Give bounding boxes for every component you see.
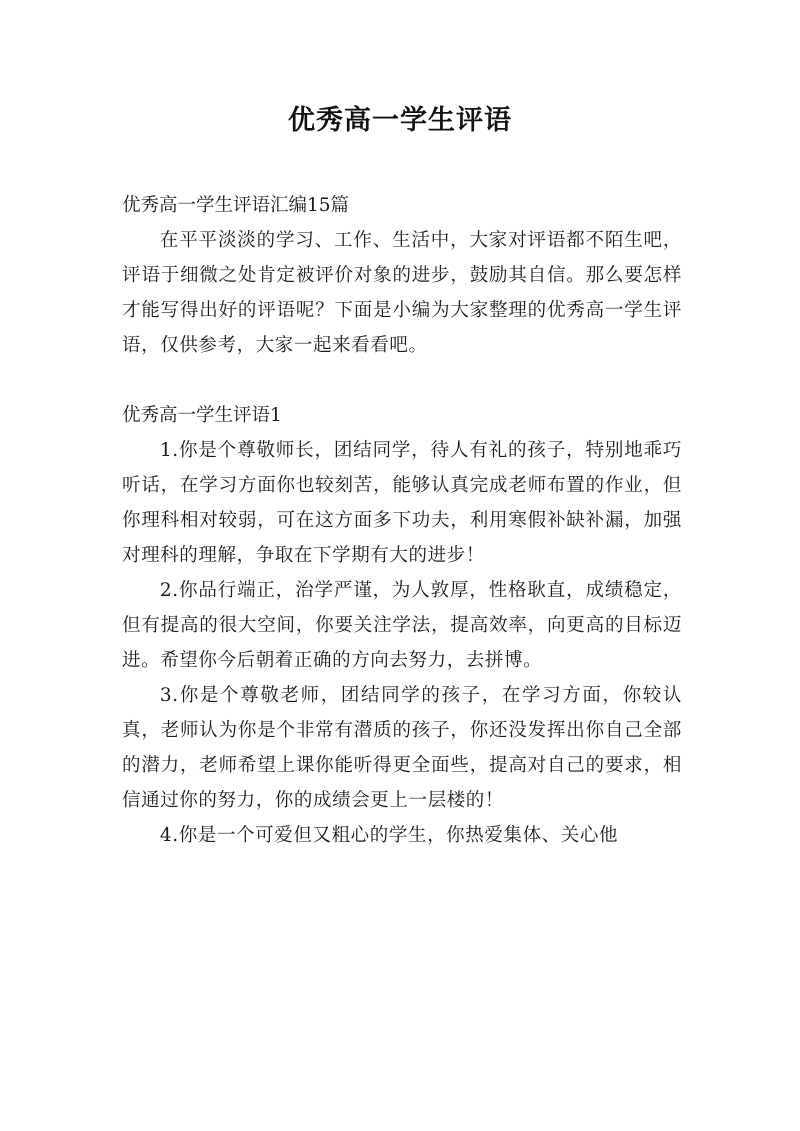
comment-item-3: 3.你是个尊敬老师，团结同学的孩子，在学习方面，你较认真，老师认为你是个非常有潜质的孩子，你还没发挥出你自己全部的潜力，老师希望上课你能听得更全面些，提高对自己的要求，相信通过你的努力，你的成绩会更上一层楼的！ — [122, 685, 682, 811]
section-heading: 优秀高一学生评语1 — [122, 405, 282, 426]
document-body — [122, 188, 682, 853]
comment-item-2: 2.你品行端正，治学严谨，为人敦厚，性格耿直，成绩稳定，但有提高的很大空间，你要关注学法，提高效率，向更高的目标迈进。希望你今后朝着正确的方向去努力，去拼博。 — [122, 580, 682, 671]
collection-heading: 优秀高一学生评语汇编15篇 — [122, 195, 350, 216]
intro-paragraph: 在平平淡淡的学习、工作、生活中，大家对评语都不陌生吧，评语于细微之处肯定被评价对象的进步，鼓励其自信。那么要怎样才能写得出好的评语呢？下面是小编为大家整理的优秀高一学生评语，仅供参考，大家一起来看看吧。 — [122, 230, 682, 356]
comment-item-1: 1.你是个尊敬师长，团结同学，待人有礼的孩子，特别地乖巧听话，在学习方面你也较刻苦，能够认真完成老师布置的作业，但你理科相对较弱，可在这方面多下功夫，利用寒假补缺补漏，加强对理科的理解，争取在下学期有大的进步！ — [122, 440, 682, 566]
paragraph-spacer — [122, 363, 682, 398]
page-title: 优秀高一学生评语 — [288, 105, 512, 136]
comment-item-4: 4.你是一个可爱但又粗心的学生，你热爱集体、关心他 — [159, 825, 619, 846]
